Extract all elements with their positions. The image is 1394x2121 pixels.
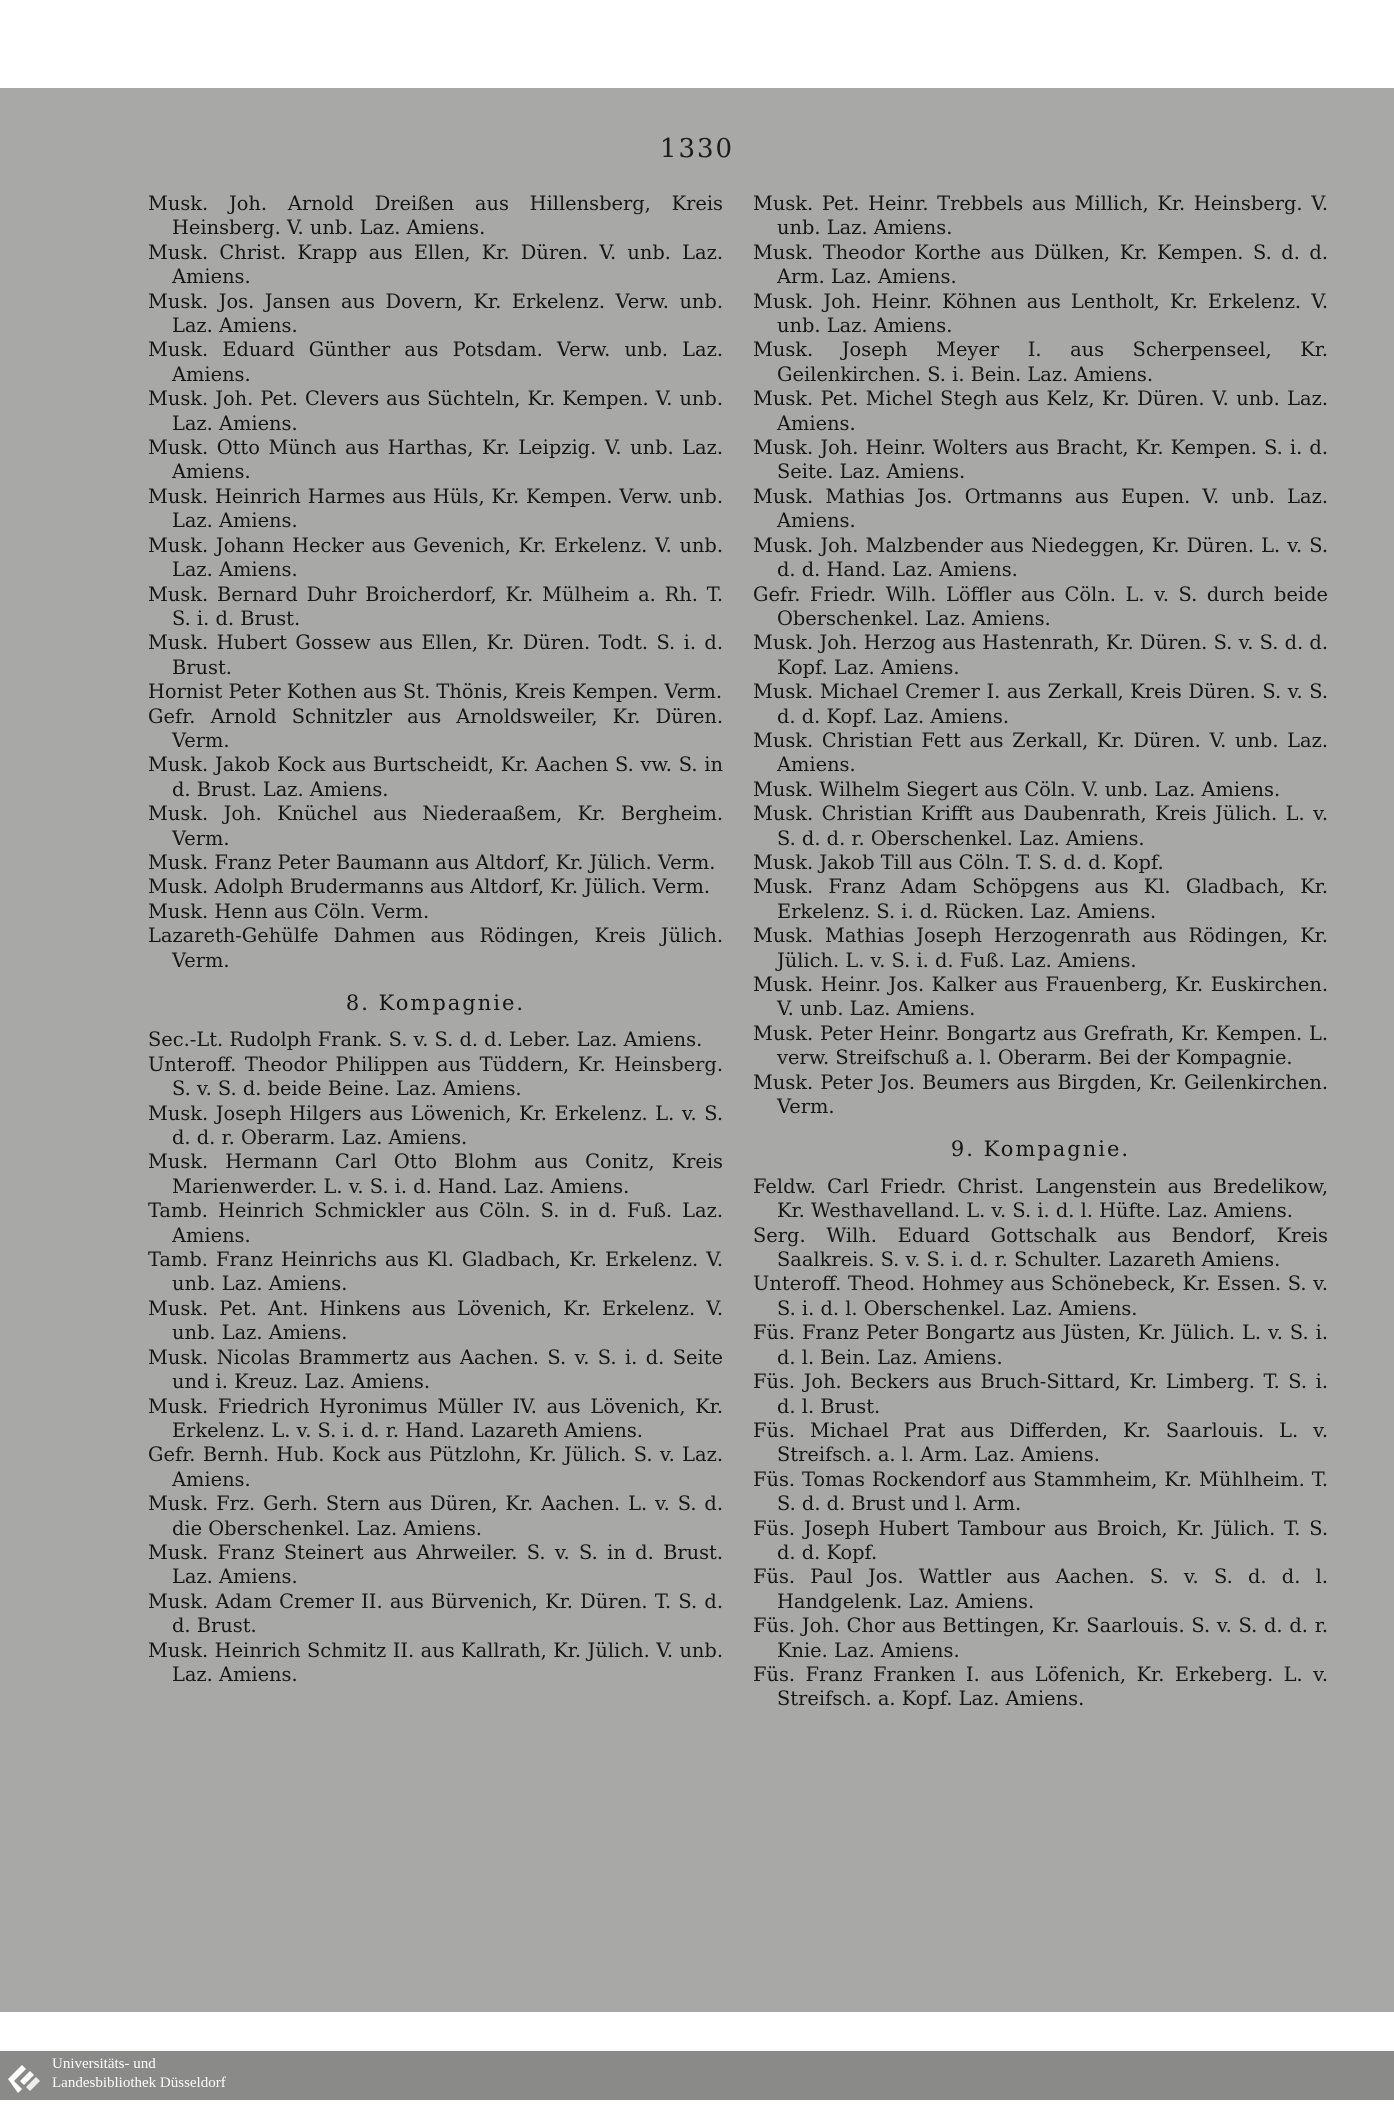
casualty-entry: Tamb. Franz Heinrichs aus Kl. Gladbach, Kr. Erkelenz. V. unb. Laz. Amiens. bbox=[148, 1248, 723, 1296]
casualty-entry: Tamb. Heinrich Schmickler aus Cöln. S. in d. Fuß. Laz. Amiens. bbox=[148, 1199, 723, 1247]
casualty-entry: Musk. Henn aus Cöln. Verm. bbox=[148, 899, 430, 923]
casualty-entry: Musk. Frz. Gerh. Stern aus Düren, Kr. Aachen. L. v. S. d. die Oberschenkel. Laz. Amiens. bbox=[148, 1492, 723, 1540]
casualty-entry: Sec.-Lt. Rudolph Frank. S. v. S. d. d. Leber. Laz. Amiens. bbox=[148, 1028, 703, 1052]
casualty-entry: Musk. Eduard Günther aus Potsdam. Verw. unb. Laz. Amiens. bbox=[148, 338, 723, 386]
casualty-entry: Musk. Hermann Carl Otto Blohm aus Conitz, Kreis Marienwerder. L. v. S. i. d. Hand. Laz. Amiens. bbox=[148, 1150, 723, 1198]
casualty-entry: Musk. Mathias Joseph Herzogenrath aus Rödingen, Kr. Jülich. L. v. S. i. d. Fuß. Laz. Amiens. bbox=[753, 924, 1328, 972]
casualty-entry: Musk. Joh. Knüchel aus Niederaaßem, Kr. Bergheim. Verm. bbox=[148, 802, 723, 850]
casualty-entry: Musk. Franz Peter Baumann aus Altdorf, Kr. Jülich. Verm. bbox=[148, 850, 716, 874]
ulb-logo-icon bbox=[4, 2057, 44, 2097]
casualty-entry: Musk. Joh. Heinr. Köhnen aus Lentholt, Kr. Erkelenz. V. unb. Laz. Amiens. bbox=[753, 289, 1328, 338]
casualty-entry: Musk. Adolph Brudermanns aus Altdorf, Kr. Jülich. Verm. bbox=[148, 875, 711, 899]
casualty-entry: Feldw. Carl Friedr. Christ. Langenstein aus Bredelikow, Kr. Westhavelland. L. v. S. i. d. l. Hüfte. Laz. Amiens. bbox=[753, 1174, 1328, 1223]
page-number: 1330 bbox=[659, 134, 735, 164]
casualty-entry: Musk. Mathias Jos. Ortmanns aus Eupen. V. unb. Laz. Amiens. bbox=[753, 484, 1328, 533]
casualty-entry: Musk. Christian Fett aus Zerkall, Kr. Düren. V. unb. Laz. Amiens. bbox=[753, 728, 1328, 777]
company-heading-8: 8. Kompagnie. bbox=[345, 991, 526, 1015]
casualty-entry: Musk. Christ. Krapp aus Ellen, Kr. Düren. V. unb. Laz. Amiens. bbox=[148, 240, 723, 289]
casualty-entry: Musk. Joh. Pet. Clevers aus Süchteln, Kr. Kempen. V. unb. Laz. Amiens. bbox=[148, 387, 723, 435]
casualty-entry: Musk. Pet. Ant. Hinkens aus Lövenich, Kr. Erkelenz. V. unb. Laz. Amiens. bbox=[148, 1296, 723, 1345]
casualty-entry: Füs. Joseph Hubert Tambour aus Broich, Kr. Jülich. T. S. d. d. Kopf. bbox=[753, 1516, 1328, 1564]
casualty-entry: Musk. Jakob Till aus Cöln. T. S. d. d. Kopf. bbox=[753, 850, 1164, 874]
casualty-entry: Musk. Theodor Korthe aus Dülken, Kr. Kempen. S. d. d. Arm. Laz. Amiens. bbox=[753, 240, 1328, 289]
casualty-entry: Musk. Nicolas Brammertz aus Aachen. S. v. S. i. d. Seite und i. Kreuz. Laz. Amiens. bbox=[148, 1345, 723, 1394]
casualty-entry: Musk. Pet. Michel Stegh aus Kelz, Kr. Düren. V. unb. Laz. Amiens. bbox=[753, 387, 1328, 435]
casualty-entry: Musk. Jakob Kock aus Burtscheidt, Kr. Aachen S. vw. S. in d. Brust. Laz. Amiens. bbox=[148, 753, 723, 801]
casualty-entry: Musk. Christian Krifft aus Daubenrath, Kreis Jülich. L. v. S. d. d. r. Oberschenkel. Laz. Amiens. bbox=[753, 802, 1328, 850]
casualty-entry: Musk. Joh. Arnold Dreißen aus Hillensberg, Kreis Heinsberg. V. unb. Laz. Amiens. bbox=[148, 192, 723, 240]
casualty-entry: Musk. Franz Steinert aus Ahrweiler. S. v. S. in d. Brust. Laz. Amiens. bbox=[148, 1540, 723, 1589]
casualty-entry: Musk. Joseph Meyer I. aus Scherpenseel, Kr. Geilenkirchen. S. i. Bein. Laz. Amiens. bbox=[753, 338, 1328, 386]
casualty-entry: Musk. Peter Heinr. Bongartz aus Grefrath, Kr. Kempen. L. verw. Streifschuß a. l. Oberarm. Bei der Kompagnie. bbox=[753, 1021, 1328, 1070]
casualty-entry: Füs. Tomas Rockendorf aus Stammheim, Kr. Mühlheim. T. S. d. d. Brust und l. Arm. bbox=[753, 1467, 1328, 1516]
casualty-entry: Serg. Wilh. Eduard Gottschalk aus Bendorf, Kreis Saalkreis. S. v. S. i. d. r. Schulter. Lazareth Amiens. bbox=[753, 1223, 1328, 1272]
left-entries-group-a bbox=[148, 192, 723, 973]
casualty-entry: Musk. Peter Jos. Beumers aus Birgden, Kr. Geilenkirchen. Verm. bbox=[753, 1070, 1328, 1119]
left-column bbox=[148, 192, 723, 1687]
casualty-entry: Gefr. Arnold Schnitzler aus Arnoldsweiler, Kr. Düren. Verm. bbox=[148, 704, 723, 752]
casualty-entry: Musk. Adam Cremer II. aus Bürvenich, Kr. Düren. T. S. d. d. Brust. bbox=[148, 1589, 723, 1638]
casualty-entry: Hornist Peter Kothen aus St. Thönis, Kreis Kempen. Verm. bbox=[148, 680, 723, 704]
right-entries-group-a bbox=[753, 192, 1328, 1119]
casualty-entry: Füs. Paul Jos. Wattler aus Aachen. S. v. S. d. d. l. Handgelenk. Laz. Amiens. bbox=[753, 1565, 1328, 1613]
library-name-line1: Universitäts- und bbox=[52, 2056, 156, 2072]
casualty-entry: Musk. Johann Hecker aus Gevenich, Kr. Erkelenz. V. unb. Laz. Amiens. bbox=[148, 533, 723, 582]
casualty-entry: Musk. Michael Cremer I. aus Zerkall, Kreis Düren. S. v. S. d. d. Kopf. Laz. Amiens. bbox=[753, 680, 1328, 728]
right-entries-group-b bbox=[753, 1175, 1328, 1712]
casualty-entry: Musk. Joh. Heinr. Wolters aus Bracht, Kr. Kempen. S. i. d. Seite. Laz. Amiens. bbox=[753, 436, 1328, 484]
company-heading-9: 9. Kompagnie. bbox=[950, 1137, 1131, 1162]
casualty-entry: Musk. Joseph Hilgers aus Löwenich, Kr. Erkelenz. L. v. S. d. d. r. Oberarm. Laz. Amiens. bbox=[148, 1101, 723, 1150]
casualty-entry: Musk. Wilhelm Siegert aus Cöln. V. unb. Laz. Amiens. bbox=[753, 777, 1281, 801]
casualty-entry: Füs. Franz Franken I. aus Löfenich, Kr. Erkeberg. L. v. Streifsch. a. Kopf. Laz. Amiens. bbox=[753, 1662, 1328, 1711]
library-footer bbox=[0, 2051, 1394, 2100]
casualty-entry: Gefr. Bernh. Hub. Kock aus Pützlohn, Kr. Jülich. S. v. Laz. Amiens. bbox=[148, 1443, 723, 1491]
casualty-entry: Musk. Jos. Jansen aus Dovern, Kr. Erkelenz. Verw. unb. Laz. Amiens. bbox=[148, 289, 723, 338]
casualty-entry: Musk. Pet. Heinr. Trebbels aus Millich, Kr. Heinsberg. V. unb. Laz. Amiens. bbox=[753, 192, 1328, 240]
casualty-entry: Musk. Otto Münch aus Harthas, Kr. Leipzig. V. unb. Laz. Amiens. bbox=[148, 436, 723, 484]
casualty-entry: Füs. Joh. Beckers aus Bruch-Sittard, Kr. Limberg. T. S. i. d. l. Brust. bbox=[753, 1370, 1328, 1418]
casualty-entry: Musk. Heinrich Schmitz II. aus Kallrath, Kr. Jülich. V. unb. Laz. Amiens. bbox=[148, 1638, 723, 1686]
library-name-line2: Landesbibliothek Düsseldorf bbox=[52, 2075, 226, 2091]
casualty-entry: Unteroff. Theodor Philippen aus Tüddern, Kr. Heinsberg. S. v. S. d. beide Beine. Laz. Amiens. bbox=[148, 1052, 723, 1101]
casualty-entry: Musk. Joh. Malzbender aus Niedeggen, Kr. Düren. L. v. S. d. d. Hand. Laz. Amiens. bbox=[753, 533, 1328, 582]
right-column bbox=[753, 192, 1328, 1712]
casualty-entry: Füs. Franz Peter Bongartz aus Jüsten, Kr. Jülich. L. v. S. i. d. l. Bein. Laz. Amiens. bbox=[753, 1321, 1328, 1369]
casualty-entry: Füs. Michael Prat aus Differden, Kr. Saarlouis. L. v. Streifsch. a. l. Arm. Laz. Amiens. bbox=[753, 1418, 1328, 1467]
casualty-entry: Musk. Heinrich Harmes aus Hüls, Kr. Kempen. Verw. unb. Laz. Amiens. bbox=[148, 484, 723, 533]
casualty-entry: Musk. Hubert Gossew aus Ellen, Kr. Düren. Todt. S. i. d. Brust. bbox=[148, 631, 723, 679]
left-entries-group-b bbox=[148, 1028, 723, 1687]
casualty-entry: Musk. Friedrich Hyronimus Müller IV. aus Lövenich, Kr. Erkelenz. L. v. S. i. d. r. Hand. Lazareth Amiens. bbox=[148, 1394, 723, 1442]
casualty-entry: Lazareth-Gehülfe Dahmen aus Rödingen, Kreis Jülich. Verm. bbox=[148, 924, 723, 972]
casualty-entry: Gefr. Friedr. Wilh. Löffler aus Cöln. L. v. S. durch beide Oberschenkel. Laz. Amiens. bbox=[753, 582, 1328, 630]
casualty-entry: Füs. Joh. Chor aus Bettingen, Kr. Saarlouis. S. v. S. d. d. r. Knie. Laz. Amiens. bbox=[753, 1614, 1328, 1662]
casualty-entry: Unteroff. Theod. Hohmey aus Schönebeck, Kr. Essen. S. v. S. i. d. l. Oberschenkel. Laz. Amiens. bbox=[753, 1272, 1328, 1320]
scanned-page bbox=[0, 88, 1394, 2091]
casualty-entry: Musk. Franz Adam Schöpgens aus Kl. Gladbach, Kr. Erkelenz. S. i. d. Rücken. Laz. Amiens. bbox=[753, 875, 1328, 923]
casualty-entry: Musk. Joh. Herzog aus Hastenrath, Kr. Düren. S. v. S. d. d. Kopf. Laz. Amiens. bbox=[753, 631, 1328, 679]
casualty-entry: Musk. Heinr. Jos. Kalker aus Frauenberg, Kr. Euskirchen. V. unb. Laz. Amiens. bbox=[753, 973, 1328, 1021]
library-name bbox=[52, 2055, 226, 2093]
casualty-entry: Musk. Bernard Duhr Broicherdorf, Kr. Mülheim a. Rh. T. S. i. d. Brust. bbox=[148, 582, 723, 630]
